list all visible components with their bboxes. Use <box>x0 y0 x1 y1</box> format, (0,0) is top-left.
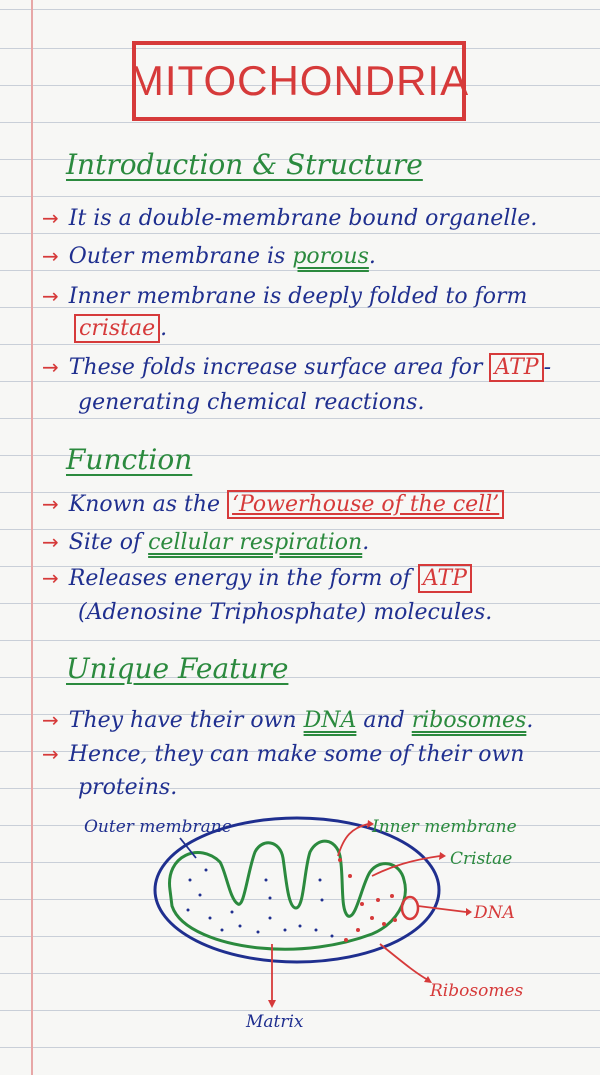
function-line-3 <box>42 563 582 594</box>
outer-membrane-shape <box>155 818 439 962</box>
intro-text-2-post: . <box>368 244 376 269</box>
intro-line-6: generating chemical reactions. <box>78 390 425 415</box>
intro-highlight-cristae: cristae <box>74 314 160 343</box>
function-highlight-powerhouse: ‘Powerhouse of the cell’ <box>227 490 504 519</box>
section-heading-function: Function <box>66 443 193 476</box>
label-inner-membrane: Inner membrane <box>372 817 517 837</box>
diagram-arrows <box>180 824 466 1000</box>
page-title: MITOCHONDRIA <box>128 57 470 104</box>
label-dna: DNA <box>474 903 515 923</box>
matrix-dots <box>187 869 334 938</box>
right-arrow-icon: → <box>42 708 59 732</box>
dna-loop-shape <box>402 897 418 919</box>
right-arrow-icon: → <box>42 492 59 516</box>
intro-text-3: Inner membrane is deeply folded to form <box>68 284 528 309</box>
section-heading-intro: Introduction & Structure <box>66 148 423 181</box>
function-line-1 <box>42 489 582 520</box>
function-line-4: (Adenosine Triphosphate) molecules. <box>78 600 493 625</box>
intro-line-5 <box>42 352 582 383</box>
right-arrow-icon: → <box>42 530 59 554</box>
arrow-heads <box>268 820 472 1008</box>
function-text-2-pre: Site of <box>68 530 149 555</box>
right-arrow-icon: → <box>42 244 59 268</box>
label-outer-membrane: Outer membrane <box>84 817 232 837</box>
ribosome-dots <box>338 858 397 942</box>
function-highlight-respiration: cellular respiration <box>148 530 363 555</box>
function-text-1-pre: Known as the <box>68 492 228 517</box>
unique-text-1-post: . <box>526 708 534 733</box>
label-matrix: Matrix <box>246 1012 304 1032</box>
function-text-3-pre: Releases energy in the form of <box>68 566 418 591</box>
inner-membrane-shape <box>170 841 406 949</box>
function-line-2 <box>42 527 582 558</box>
unique-highlight-ribosomes: ribosomes <box>411 708 527 733</box>
unique-text-1-pre: They have their own <box>68 708 304 733</box>
right-arrow-icon: → <box>42 206 59 230</box>
unique-line-2 <box>42 739 582 770</box>
right-arrow-icon: → <box>42 355 59 379</box>
unique-text-2: Hence, they can make some of their own <box>68 742 525 767</box>
label-ribosomes: Ribosomes <box>430 981 524 1001</box>
intro-highlight-porous: porous <box>292 244 369 269</box>
intro-line-4 <box>74 314 582 344</box>
unique-line-3: proteins. <box>78 775 178 800</box>
right-arrow-icon: → <box>42 566 59 590</box>
intro-highlight-atp: ATP <box>489 353 543 382</box>
unique-line-1 <box>42 705 582 736</box>
right-arrow-icon: → <box>42 284 59 308</box>
function-highlight-atp: ATP <box>418 564 472 593</box>
title-box <box>128 41 470 121</box>
function-text-2-post: . <box>362 530 370 555</box>
label-cristae: Cristae <box>450 849 513 869</box>
intro-line-1 <box>42 203 582 234</box>
unique-highlight-dna: DNA <box>303 708 357 733</box>
intro-line-3 <box>42 281 582 312</box>
intro-text-1: It is a double-membrane bound organelle. <box>68 206 538 231</box>
intro-line-2 <box>42 241 582 272</box>
section-heading-unique: Unique Feature <box>66 652 289 685</box>
intro-text-5-pre: These folds increase surface area for <box>68 355 490 380</box>
intro-text-4-post: . <box>160 316 168 341</box>
intro-text-2-pre: Outer membrane is <box>68 244 293 269</box>
mitochondria-diagram <box>0 800 600 1050</box>
unique-text-1-mid: and <box>356 708 412 733</box>
right-arrow-icon: → <box>42 742 59 766</box>
intro-text-5-post: - <box>543 355 552 380</box>
